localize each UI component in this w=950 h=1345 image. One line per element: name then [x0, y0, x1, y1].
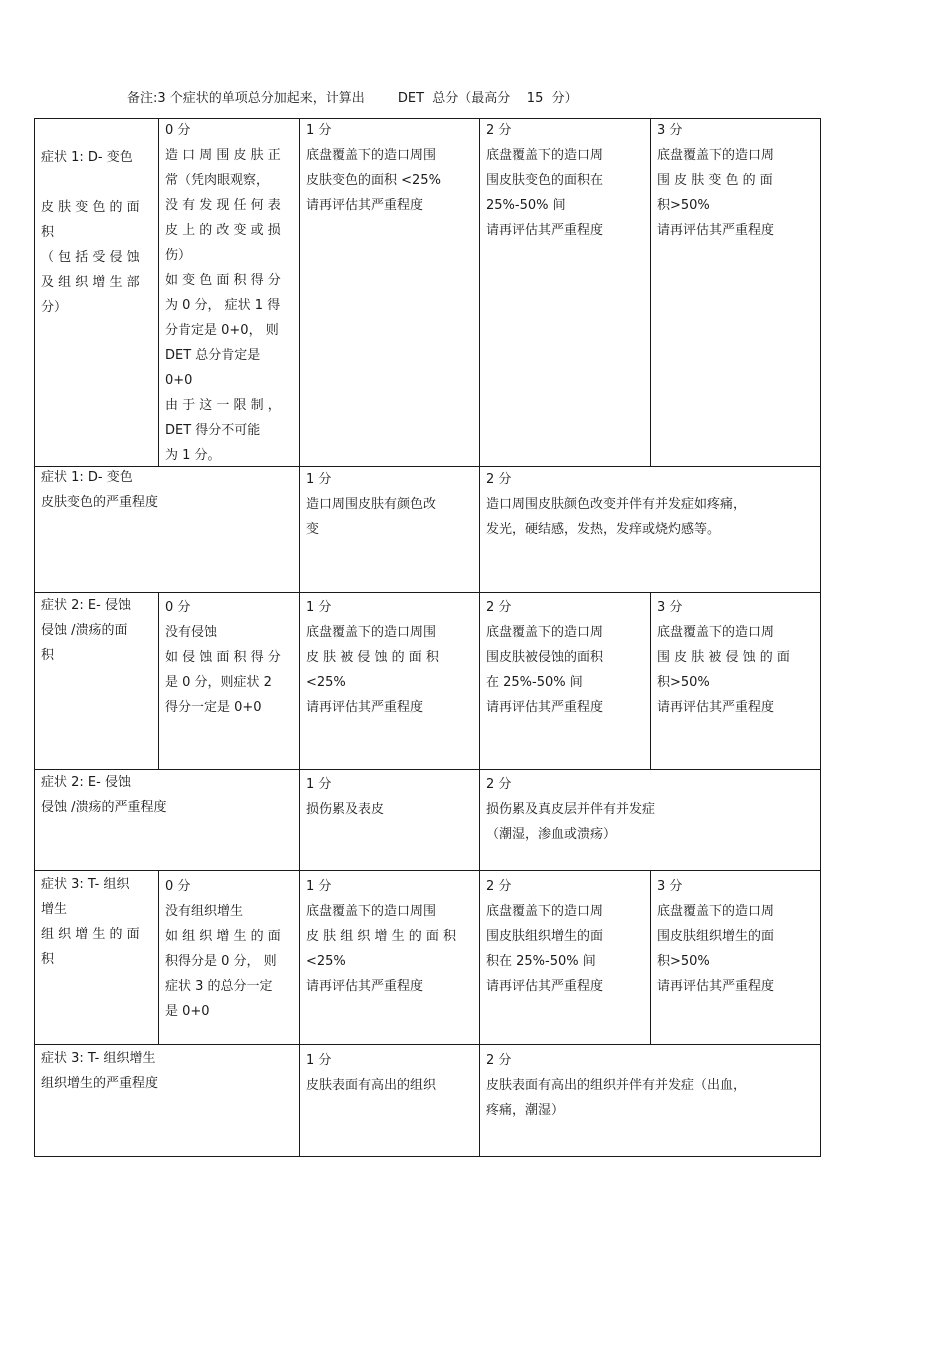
score-3-text: 3 分 底盘覆盖下的造口周 围皮肤组织增生的面 积>50% 请再评估其严重程度 [657, 879, 775, 994]
score-0-cell [159, 874, 299, 1024]
symptom-label: 症状 2: E- 侵蚀 侵蚀 /溃疡的严重程度 [41, 775, 167, 815]
score-1-cell [300, 772, 479, 822]
score-1-cell [300, 874, 479, 999]
symptom-label-cell [35, 770, 299, 820]
score-3-cell [651, 874, 820, 999]
row-divider [34, 1044, 821, 1045]
symptom-label: 症状 1: D- 变色 皮 肤 变 色 的 面 积 （ 包 括 受 侵 蚀 及 组 织 增 生 部 分） [41, 150, 140, 315]
score-2-cell [480, 874, 650, 999]
table-border-right [820, 118, 821, 1157]
symptom-label: 症状 3: T- 组织增生 组织增生的严重程度 [41, 1051, 159, 1091]
score-2-text: 2 分 底盘覆盖下的造口周 围皮肤变色的面积在 25%-50% 间 请再评估其严重程度 [486, 123, 604, 238]
score-1-cell [300, 118, 479, 218]
score-2-text: 2 分 损伤累及真皮层并伴有并发症 （潮湿，渗血或溃疡） [486, 777, 656, 842]
score-3-cell [651, 595, 820, 720]
symptom-label-cell [35, 145, 158, 320]
score-0-text: 0 分 没有组织增生 如 组 织 增 生 的 面 积得分是 0 分， 则 症状 3 的总分一定 是 0+0 [165, 879, 281, 1019]
score-0-text: 0 分 造 口 周 围 皮 肤 正 常（凭肉眼观察， 没 有 发 现 任 何 表 皮 上 的 改 变 或 损 伤） 如 变 色 面 积 得 分 为 0 分， 症状 1 得 分肯定是 0+0， 则 DET 总分肯定是 0+0 由 于 这 一 限 制 ， DET 得分不可能 为 1 分。 [165, 123, 281, 463]
score-0-cell [159, 118, 299, 468]
symptom-label: 症状 1: D- 变色 皮肤变色的严重程度 [41, 470, 159, 510]
table-border-bottom [34, 1156, 821, 1157]
score-2-cell [480, 1048, 820, 1123]
score-0-text: 0 分 没有侵蚀 如 侵 蚀 面 积 得 分 是 0 分，则症状 2 得分一定是 0+0 [165, 600, 281, 715]
score-2-cell [480, 467, 820, 542]
symptom-label-cell [35, 872, 158, 972]
score-2-text: 2 分 皮肤表面有高出的组织并伴有并发症（出血， 疼痛，潮湿） [486, 1053, 747, 1118]
score-1-text: 1 分 底盘覆盖下的造口周围 皮肤变色的面积 <25% 请再评估其严重程度 [306, 123, 441, 213]
score-2-cell [480, 595, 650, 720]
score-0-cell [159, 595, 299, 720]
score-1-text: 1 分 底盘覆盖下的造口周围 皮 肤 组 织 增 生 的 面 积 <25% 请再评估其严重程度 [306, 879, 457, 994]
score-1-text: 1 分 损伤累及表皮 [306, 777, 385, 817]
score-3-cell [651, 118, 820, 243]
row-divider [34, 870, 821, 871]
score-2-cell [480, 772, 820, 847]
score-2-text: 2 分 造口周围皮肤颜色改变并伴有并发症如疼痛， 发光，硬结感，发热，发痒或烧灼感等。 [486, 472, 747, 537]
symptom-label: 症状 2: E- 侵蚀 侵蚀 /溃疡的面 积 [41, 598, 131, 663]
score-1-text: 1 分 造口周围皮肤有颜色改 变 [306, 472, 437, 537]
score-3-text: 3 分 底盘覆盖下的造口周 围 皮 肤 被 侵 蚀 的 面 积>50% 请再评估其严重程度 [657, 600, 790, 715]
score-1-cell [300, 1048, 479, 1098]
score-1-cell [300, 467, 479, 542]
symptom-label-cell [35, 465, 299, 515]
score-2-text: 2 分 底盘覆盖下的造口周 围皮肤被侵蚀的面积 在 25%-50% 间 请再评估其严重程度 [486, 600, 604, 715]
score-1-text: 1 分 底盘覆盖下的造口周围 皮 肤 被 侵 蚀 的 面 积 <25% 请再评估其严重程度 [306, 600, 439, 715]
symptom-label-cell [35, 593, 158, 668]
score-1-text: 1 分 皮肤表面有高出的组织 [306, 1053, 437, 1093]
score-2-text: 2 分 底盘覆盖下的造口周 围皮肤组织增生的面 积在 25%-50% 间 请再评估其严重程度 [486, 879, 604, 994]
score-note: 备注:3 个症状的单项总分加起来，计算出 DET 总分（最高分 15 分） [127, 91, 578, 106]
score-1-cell [300, 595, 479, 720]
score-2-cell [480, 118, 650, 243]
symptom-label: 症状 3: T- 组织 增生 组 织 增 生 的 面 积 [41, 877, 140, 967]
score-3-text: 3 分 底盘覆盖下的造口周 围 皮 肤 变 色 的 面 积>50% 请再评估其严重程度 [657, 123, 775, 238]
symptom-label-cell [35, 1046, 299, 1096]
